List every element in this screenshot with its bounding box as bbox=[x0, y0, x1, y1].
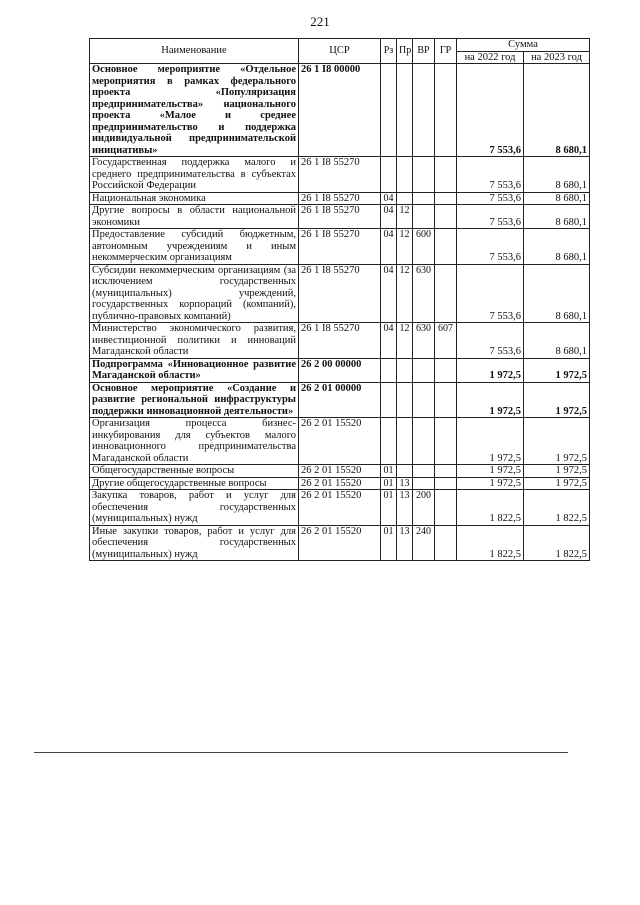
row-csr: 26 1 I8 00000 bbox=[299, 64, 381, 157]
row-rz: 04 bbox=[381, 229, 397, 265]
row-sum-2022: 1 972,5 bbox=[457, 465, 524, 478]
row-sum-2022: 7 553,6 bbox=[457, 229, 524, 265]
row-sum-2023: 1 822,5 bbox=[524, 525, 590, 561]
row-vr bbox=[413, 192, 435, 205]
row-sum-2023: 8 680,1 bbox=[524, 205, 590, 229]
row-csr: 26 2 01 15520 bbox=[299, 465, 381, 478]
row-gr bbox=[435, 418, 457, 465]
row-sum-2022: 7 553,6 bbox=[457, 264, 524, 323]
row-vr: 630 bbox=[413, 264, 435, 323]
row-pr bbox=[397, 192, 413, 205]
header-sum: Сумма bbox=[457, 39, 590, 52]
row-sum-2023: 1 972,5 bbox=[524, 418, 590, 465]
row-sum-2022: 7 553,6 bbox=[457, 64, 524, 157]
table-row bbox=[90, 264, 590, 323]
row-rz: 04 bbox=[381, 205, 397, 229]
row-pr bbox=[397, 382, 413, 418]
row-csr: 26 2 00 00000 bbox=[299, 358, 381, 382]
table-body bbox=[90, 64, 590, 561]
table-row bbox=[90, 490, 590, 526]
table-row bbox=[90, 418, 590, 465]
row-name: Иные закупки товаров, работ и услуг для обеспечения государственных (муниципальных) нужд bbox=[90, 525, 299, 561]
row-sum-2023: 1 972,5 bbox=[524, 358, 590, 382]
row-csr: 26 2 01 15520 bbox=[299, 490, 381, 526]
row-gr bbox=[435, 192, 457, 205]
row-vr: 240 bbox=[413, 525, 435, 561]
header-rz: Рз bbox=[381, 39, 397, 64]
row-name: Национальная экономика bbox=[90, 192, 299, 205]
table-row bbox=[90, 323, 590, 359]
row-sum-2022: 7 553,6 bbox=[457, 192, 524, 205]
table-row bbox=[90, 465, 590, 478]
budget-table bbox=[89, 38, 590, 561]
row-vr: 630 bbox=[413, 323, 435, 359]
table-row bbox=[90, 525, 590, 561]
row-csr: 26 1 I8 55270 bbox=[299, 157, 381, 193]
row-rz bbox=[381, 358, 397, 382]
row-rz: 04 bbox=[381, 264, 397, 323]
row-rz: 04 bbox=[381, 323, 397, 359]
header-sum-2023: на 2023 год bbox=[524, 51, 590, 64]
table-row bbox=[90, 192, 590, 205]
row-rz: 01 bbox=[381, 477, 397, 490]
row-pr: 12 bbox=[397, 323, 413, 359]
row-pr: 12 bbox=[397, 264, 413, 323]
row-csr: 26 2 01 15520 bbox=[299, 477, 381, 490]
row-sum-2022: 7 553,6 bbox=[457, 205, 524, 229]
row-name: Другие общегосударственные вопросы bbox=[90, 477, 299, 490]
row-sum-2023: 8 680,1 bbox=[524, 229, 590, 265]
row-sum-2022: 1 822,5 bbox=[457, 490, 524, 526]
row-sum-2023: 1 972,5 bbox=[524, 477, 590, 490]
row-name: Другие вопросы в области национальной экономики bbox=[90, 205, 299, 229]
row-sum-2023: 8 680,1 bbox=[524, 64, 590, 157]
table-row bbox=[90, 157, 590, 193]
row-pr: 12 bbox=[397, 205, 413, 229]
row-csr: 26 1 I8 55270 bbox=[299, 264, 381, 323]
row-gr bbox=[435, 264, 457, 323]
row-vr bbox=[413, 205, 435, 229]
table-row bbox=[90, 358, 590, 382]
row-rz bbox=[381, 64, 397, 157]
row-sum-2023: 8 680,1 bbox=[524, 192, 590, 205]
row-rz: 01 bbox=[381, 465, 397, 478]
row-csr: 26 1 I8 55270 bbox=[299, 205, 381, 229]
row-pr: 12 bbox=[397, 229, 413, 265]
row-gr bbox=[435, 465, 457, 478]
row-gr bbox=[435, 490, 457, 526]
row-sum-2023: 8 680,1 bbox=[524, 323, 590, 359]
row-gr bbox=[435, 157, 457, 193]
row-csr: 26 2 01 15520 bbox=[299, 418, 381, 465]
row-rz: 04 bbox=[381, 192, 397, 205]
row-pr: 13 bbox=[397, 477, 413, 490]
row-vr bbox=[413, 418, 435, 465]
row-name: Основное мероприятие «Отдельное мероприятия в рамках федерального проекта «Популяризация предпринимательства» национального проекта «Малое и среднее предпринимательство и поддержка индивидуальной предпринимательской инициативы» bbox=[90, 64, 299, 157]
row-name: Основное мероприятие «Создание и развитие региональной инфраструктуры поддержки инновационной деятельности» bbox=[90, 382, 299, 418]
row-rz bbox=[381, 382, 397, 418]
row-sum-2022: 1 972,5 bbox=[457, 358, 524, 382]
row-sum-2023: 8 680,1 bbox=[524, 157, 590, 193]
row-pr: 13 bbox=[397, 490, 413, 526]
row-vr bbox=[413, 64, 435, 157]
header-vr: ВР bbox=[413, 39, 435, 64]
header-pr: Пр bbox=[397, 39, 413, 64]
row-gr bbox=[435, 205, 457, 229]
row-gr bbox=[435, 64, 457, 157]
table-row bbox=[90, 205, 590, 229]
page-divider bbox=[34, 752, 568, 753]
row-pr bbox=[397, 64, 413, 157]
row-sum-2022: 7 553,6 bbox=[457, 323, 524, 359]
row-name: Организация процесса бизнес-инкубирования для субъектов малого инновационного предпринимательства Магаданской области bbox=[90, 418, 299, 465]
row-vr bbox=[413, 157, 435, 193]
row-csr: 26 1 I8 55270 bbox=[299, 192, 381, 205]
row-sum-2023: 8 680,1 bbox=[524, 264, 590, 323]
row-vr bbox=[413, 382, 435, 418]
row-rz bbox=[381, 157, 397, 193]
row-gr bbox=[435, 477, 457, 490]
row-sum-2022: 1 972,5 bbox=[457, 477, 524, 490]
row-sum-2022: 1 822,5 bbox=[457, 525, 524, 561]
row-name: Министерство экономического развития, инвестиционной политики и инноваций Магаданской области bbox=[90, 323, 299, 359]
header-name: Наименование bbox=[90, 39, 299, 64]
header-gr: ГР bbox=[435, 39, 457, 64]
row-sum-2023: 1 972,5 bbox=[524, 465, 590, 478]
table-row bbox=[90, 477, 590, 490]
row-name: Субсидии некоммерческим организациям (за исключением государственных (муниципальных) учреждений, государственных корпораций (компаний), публично-правовых компаний) bbox=[90, 264, 299, 323]
row-name: Общегосударственные вопросы bbox=[90, 465, 299, 478]
row-name: Закупка товаров, работ и услуг для обеспечения государственных (муниципальных) нужд bbox=[90, 490, 299, 526]
page-number: 221 bbox=[310, 14, 330, 29]
row-vr bbox=[413, 358, 435, 382]
row-vr: 600 bbox=[413, 229, 435, 265]
row-sum-2023: 1 822,5 bbox=[524, 490, 590, 526]
row-gr bbox=[435, 525, 457, 561]
table-row bbox=[90, 64, 590, 157]
header-sum-2022: на 2022 год bbox=[457, 51, 524, 64]
row-pr bbox=[397, 358, 413, 382]
row-csr: 26 1 I8 55270 bbox=[299, 323, 381, 359]
row-gr bbox=[435, 358, 457, 382]
table-header bbox=[90, 39, 590, 64]
row-rz: 01 bbox=[381, 525, 397, 561]
row-pr bbox=[397, 465, 413, 478]
row-csr: 26 2 01 00000 bbox=[299, 382, 381, 418]
row-sum-2022: 1 972,5 bbox=[457, 382, 524, 418]
row-gr bbox=[435, 382, 457, 418]
row-sum-2023: 1 972,5 bbox=[524, 382, 590, 418]
row-pr bbox=[397, 157, 413, 193]
table-row bbox=[90, 229, 590, 265]
row-pr: 13 bbox=[397, 525, 413, 561]
table-row bbox=[90, 382, 590, 418]
row-gr bbox=[435, 229, 457, 265]
row-name: Государственная поддержка малого и среднего предпринимательства в субъектах Российской Федерации bbox=[90, 157, 299, 193]
row-rz: 01 bbox=[381, 490, 397, 526]
row-rz bbox=[381, 418, 397, 465]
row-gr: 607 bbox=[435, 323, 457, 359]
row-sum-2022: 1 972,5 bbox=[457, 418, 524, 465]
row-name: Предоставление субсидий бюджетным, автономным учреждениям и иным некоммерческим организациям bbox=[90, 229, 299, 265]
row-name: Подпрограмма «Инновационное развитие Магаданской области» bbox=[90, 358, 299, 382]
row-pr bbox=[397, 418, 413, 465]
row-vr: 200 bbox=[413, 490, 435, 526]
header-csr: ЦСР bbox=[299, 39, 381, 64]
row-vr bbox=[413, 477, 435, 490]
row-csr: 26 2 01 15520 bbox=[299, 525, 381, 561]
row-csr: 26 1 I8 55270 bbox=[299, 229, 381, 265]
row-sum-2022: 7 553,6 bbox=[457, 157, 524, 193]
row-vr bbox=[413, 465, 435, 478]
